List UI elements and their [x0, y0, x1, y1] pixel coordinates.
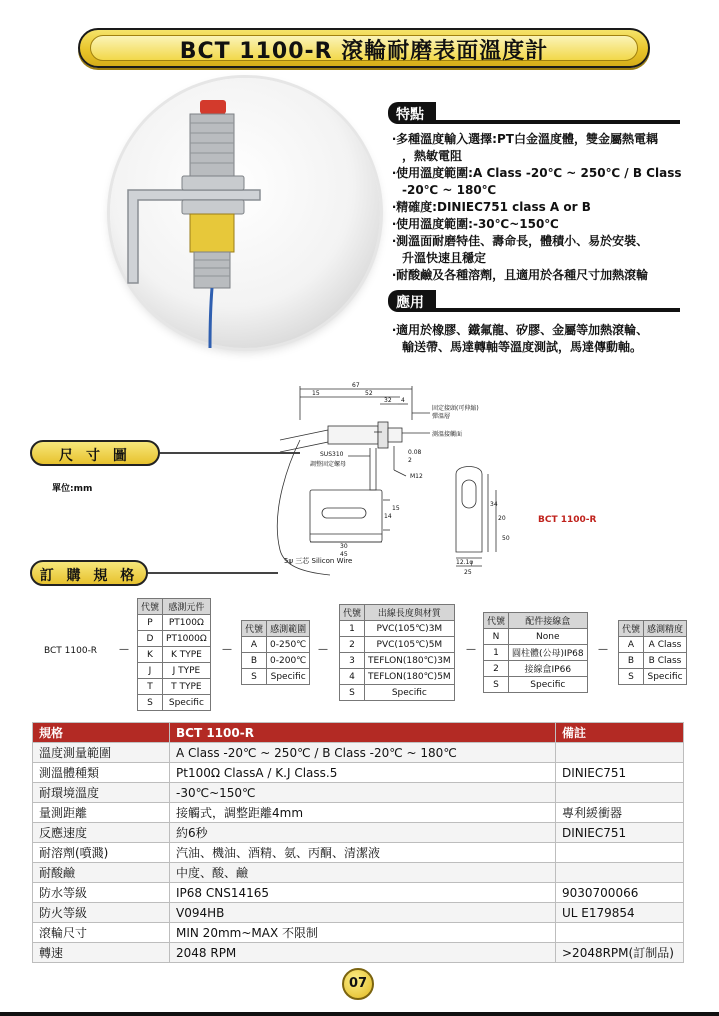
order-sensor-table: [137, 598, 211, 711]
option-value: T TYPE: [163, 679, 211, 695]
order-dash: —: [318, 644, 328, 655]
table-row: [33, 803, 684, 823]
dim-14: 14: [384, 513, 392, 520]
option-value: None: [509, 629, 588, 645]
table-row: [33, 783, 684, 803]
option-code: B: [242, 653, 267, 669]
table-row: [340, 637, 455, 653]
order-cable-code-header: 代號: [340, 605, 365, 621]
order-label-rule: [148, 572, 278, 574]
dim-25: 25: [464, 569, 472, 576]
dim-008: 0.08: [408, 449, 422, 456]
application-line: 輸送帶、馬達轉軸等溫度測試，馬達傳動軸。: [402, 340, 643, 354]
applications-list: [392, 322, 692, 356]
features-heading-rule: [436, 120, 680, 124]
table-row: [33, 823, 684, 843]
page-title: BCT 1100-R 滾輪耐磨表面溫度計: [179, 39, 549, 64]
table-row: [138, 615, 211, 631]
spec-value: 汽油、機油、酒精、氨、丙酮、清潔液: [170, 843, 556, 863]
option-code: 2: [484, 661, 509, 677]
table-row: [138, 679, 211, 695]
table-row: [33, 943, 684, 963]
option-code: A: [619, 637, 644, 653]
applications-section: [388, 290, 680, 312]
table-row: [138, 695, 211, 711]
spec-note: [556, 923, 684, 943]
applications-heading-rule: [436, 308, 680, 312]
spec-value: V094HB: [170, 903, 556, 923]
dim-15b: 15: [392, 505, 400, 512]
label-m12: M12: [410, 473, 423, 480]
order-connector-code-header: 代號: [484, 613, 509, 629]
option-code: T: [138, 679, 163, 695]
table-row: [242, 637, 310, 653]
spec-name: 耐酸鹼: [33, 863, 170, 883]
label-spring-layer: 彈溫層: [432, 413, 451, 420]
feature-line: 升溫快速且穩定: [402, 251, 487, 265]
option-code: 1: [340, 621, 365, 637]
bottom-rule: [0, 1012, 719, 1016]
spec-name: 防火等級: [33, 903, 170, 923]
order-range-name-header: 感測範圍: [267, 621, 310, 637]
feature-line: ‧精確度:DINIEC751 class A or B: [392, 200, 591, 214]
dimension-label: 尺 寸 圖: [30, 440, 160, 466]
table-row: [619, 669, 687, 685]
table-row: [619, 637, 687, 653]
order-model: BCT 1100-R: [44, 646, 98, 656]
option-value: PVC(105℃)5M: [365, 637, 455, 653]
order-dash: —: [598, 644, 608, 655]
option-value: PVC(105℃)3M: [365, 621, 455, 637]
table-row: [340, 653, 455, 669]
product-photo-frame: [110, 78, 380, 348]
table-row: [484, 645, 588, 661]
application-line: ‧適用於橡膠、鐵氟龍、矽膠、金屬等加熱滾輪、: [392, 323, 649, 337]
spec-header-note: 備註: [556, 723, 684, 743]
feature-line: ，熱敏電阻: [402, 149, 463, 163]
dim-45: 45: [340, 551, 348, 558]
order-dash: —: [222, 644, 232, 655]
table-row: [33, 743, 684, 763]
spec-header-model: BCT 1100-R: [170, 723, 556, 743]
dim-4: 4: [401, 397, 405, 404]
order-connector-name-header: 配件接線盒: [509, 613, 588, 629]
option-code: S: [138, 695, 163, 711]
order-dash: —: [466, 644, 476, 655]
option-code: 4: [340, 669, 365, 685]
option-code: S: [340, 685, 365, 701]
title-banner: [78, 28, 650, 68]
option-code: P: [138, 615, 163, 631]
feature-line: ‧使用溫度範圍:-30℃~150℃: [392, 217, 559, 231]
spec-note: >2048RPM(訂制品): [556, 943, 684, 963]
option-code: K: [138, 647, 163, 663]
option-value: A Class: [644, 637, 687, 653]
order-label: 訂 購 規 格: [30, 560, 148, 586]
option-value: PT100Ω: [163, 615, 211, 631]
label-sus310: SUS310: [320, 451, 344, 458]
feature-line: -20℃ ~ 180℃: [402, 183, 497, 197]
order-sensor-code-header: 代號: [138, 599, 163, 615]
spec-note: DINIEC751: [556, 823, 684, 843]
dimension-drawing: [270, 380, 650, 580]
order-range-code-header: 代號: [242, 621, 267, 637]
option-value: Specific: [267, 669, 310, 685]
dim-67: 67: [352, 382, 360, 389]
spec-note: [556, 783, 684, 803]
option-value: 0-200℃: [267, 653, 310, 669]
option-value: K TYPE: [163, 647, 211, 663]
order-accuracy-table: [618, 620, 687, 685]
option-code: D: [138, 631, 163, 647]
spec-value: A Class -20℃ ~ 250℃ / B Class -20℃ ~ 180℃: [170, 743, 556, 763]
page-number: 07: [342, 968, 374, 1000]
option-value: TEFLON(180℃)3M: [365, 653, 455, 669]
table-row: [340, 621, 455, 637]
option-code: 2: [340, 637, 365, 653]
dimension-model-label: BCT 1100-R: [538, 515, 597, 525]
spec-name: 量測距離: [33, 803, 170, 823]
table-row: [138, 647, 211, 663]
option-value: TEFLON(180℃)5M: [365, 669, 455, 685]
order-cable-table: [339, 604, 455, 701]
spec-value: IP68 CNS14165: [170, 883, 556, 903]
table-row: [33, 843, 684, 863]
dim-15: 15: [312, 390, 320, 397]
option-value: 0-250℃: [267, 637, 310, 653]
feature-line: ‧測溫面耐磨特佳、壽命長，體積小、易於安裝、: [392, 234, 649, 248]
spec-value: 接觸式，調整距離4mm: [170, 803, 556, 823]
order-accuracy-name-header: 感測精度: [644, 621, 687, 637]
table-row: [340, 685, 455, 701]
option-code: J: [138, 663, 163, 679]
dim-20: 20: [498, 515, 506, 522]
spec-note: DINIEC751: [556, 763, 684, 783]
label-fixed-head: 固定接頭(可伸縮): [432, 405, 479, 412]
features-section: [388, 102, 680, 124]
spec-value: MIN 20mm~MAX 不限制: [170, 923, 556, 943]
spec-note: 9030700066: [556, 883, 684, 903]
option-value: B Class: [644, 653, 687, 669]
order-label-group: [30, 560, 148, 586]
option-value: PT1000Ω: [163, 631, 211, 647]
spec-note: [556, 743, 684, 763]
dimension-unit: 單位:mm: [52, 484, 93, 494]
spec-value: 約6秒: [170, 823, 556, 843]
spec-name: 滾輪尺寸: [33, 923, 170, 943]
label-adjust-nut: 調整固定螺母: [310, 461, 347, 468]
spec-note: [556, 863, 684, 883]
table-row: [33, 903, 684, 923]
table-row: [619, 653, 687, 669]
order-cable-name-header: 出線長度與材質: [365, 605, 455, 621]
spec-name: 測溫體種類: [33, 763, 170, 783]
table-row: [33, 923, 684, 943]
table-row: [242, 653, 310, 669]
spec-value: 中度、酸、鹼: [170, 863, 556, 883]
option-code: S: [619, 669, 644, 685]
table-row: [33, 863, 684, 883]
spec-name: 溫度測量範圍: [33, 743, 170, 763]
label-silicon-wire: 5ψ 三芯 Silicon Wire: [284, 557, 353, 565]
table-row: [484, 629, 588, 645]
dim-52: 52: [365, 390, 373, 397]
applications-heading: 應用: [388, 290, 436, 312]
spec-name: 耐環境溫度: [33, 783, 170, 803]
spec-header-spec: 規格: [33, 723, 170, 743]
option-code: B: [619, 653, 644, 669]
table-row: [138, 663, 211, 679]
spec-name: 反應速度: [33, 823, 170, 843]
table-row: [242, 669, 310, 685]
spec-note: UL E179854: [556, 903, 684, 923]
table-row: [33, 763, 684, 783]
table-row: [484, 661, 588, 677]
spec-note: 專利緩衝器: [556, 803, 684, 823]
option-code: 1: [484, 645, 509, 661]
spec-name: 轉速: [33, 943, 170, 963]
order-accuracy-code-header: 代號: [619, 621, 644, 637]
option-code: S: [242, 669, 267, 685]
spec-table: [32, 722, 684, 963]
dim-2: 2: [408, 457, 412, 464]
dim-34: 34: [490, 501, 498, 508]
option-code: 3: [340, 653, 365, 669]
table-row: [33, 883, 684, 903]
spec-value: Pt100Ω ClassA / K.J Class.5: [170, 763, 556, 783]
feature-line: ‧耐酸鹼及各種溶劑，且適用於各種尺寸加熱滾輪: [392, 268, 649, 282]
dim-12-1: 12.1φ: [456, 559, 474, 566]
option-value: Specific: [509, 677, 588, 693]
spec-name: 防水等級: [33, 883, 170, 903]
order-connector-table: [483, 612, 588, 693]
option-code: A: [242, 637, 267, 653]
spec-name: 耐溶劑(噴濺): [33, 843, 170, 863]
label-sensing-face: 測溫接觸面: [432, 431, 463, 438]
order-range-table: [241, 620, 310, 685]
option-value: Specific: [644, 669, 687, 685]
spec-value: -30℃~150℃: [170, 783, 556, 803]
spec-header-row: [33, 723, 684, 743]
option-value: 圓柱體(公母)IP68: [509, 645, 588, 661]
option-code: S: [484, 677, 509, 693]
option-value: Specific: [365, 685, 455, 701]
spec-note: [556, 843, 684, 863]
table-row: [484, 677, 588, 693]
dim-50: 50: [502, 535, 510, 542]
table-row: [138, 631, 211, 647]
order-dash: —: [119, 644, 129, 655]
spec-value: 2048 RPM: [170, 943, 556, 963]
dimension-label-group: [30, 440, 160, 466]
option-value: J TYPE: [163, 663, 211, 679]
table-row: [340, 669, 455, 685]
feature-line: ‧多種溫度輸入選擇:PT白金溫度體，雙金屬熱電耦: [392, 132, 658, 146]
order-sensor-name-header: 感測元件: [163, 599, 211, 615]
dim-30: 30: [340, 543, 348, 550]
option-value: Specific: [163, 695, 211, 711]
dim-32: 32: [384, 397, 392, 404]
option-value: 接線盒IP66: [509, 661, 588, 677]
feature-line: ‧使用溫度範圍:A Class -20℃ ~ 250℃ / B Class: [392, 166, 682, 180]
features-heading: 特點: [388, 102, 436, 124]
features-list: [392, 131, 692, 284]
option-code: N: [484, 629, 509, 645]
product-sensor-illustration: [110, 78, 380, 348]
